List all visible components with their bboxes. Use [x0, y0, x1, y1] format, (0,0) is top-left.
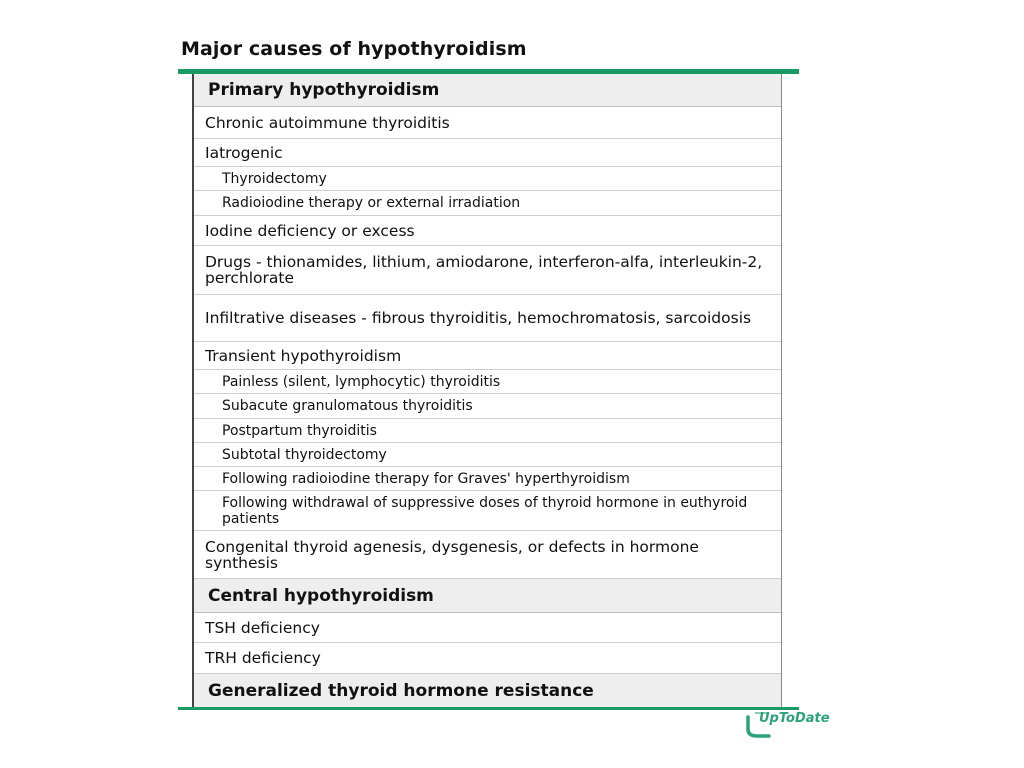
row-text: Postpartum thyroiditis — [222, 422, 377, 439]
table-row — [194, 216, 781, 246]
row-text: Iodine deficiency or excess — [205, 221, 415, 240]
table-row — [194, 107, 781, 139]
table-row-sub — [194, 419, 781, 443]
row-text: Congenital thyroid agenesis, dysgenesis, or defects in hormone synthesis — [205, 537, 699, 572]
table-row — [194, 295, 781, 342]
row-text: Following withdrawal of suppressive doses of thyroid hormone in euthyroid patients — [222, 494, 748, 527]
row-text: Thyroidectomy — [222, 170, 327, 187]
bottom-divider — [178, 707, 799, 710]
table-row-sub — [194, 394, 781, 419]
row-text: Transient hypothyroidism — [205, 346, 402, 365]
table-row-sub — [194, 491, 781, 531]
row-text: Infiltrative diseases - fibrous thyroiditis, hemochromatosis, sarcoidosis — [205, 309, 752, 327]
row-text: TRH deficiency — [205, 649, 321, 667]
section-header-resistance — [194, 674, 781, 707]
table-row — [194, 246, 781, 295]
row-text: Iatrogenic — [205, 143, 283, 162]
row-text: Radioiodine therapy or external irradiation — [222, 195, 521, 211]
table-row-sub — [194, 467, 781, 491]
row-text: Subacute granulomatous thyroiditis — [222, 398, 473, 414]
table-row-sub — [194, 167, 781, 191]
table-row — [194, 531, 781, 579]
causes-table — [192, 74, 782, 707]
page-title: Major causes of hypothyroidism — [181, 38, 527, 60]
table-row — [194, 613, 781, 643]
logo-text: UpToDate — [759, 711, 830, 726]
row-text: TSH deficiency — [205, 618, 320, 637]
row-text: Chronic autoimmune thyroiditis — [205, 113, 450, 132]
section-header-primary — [194, 74, 781, 107]
row-text: Painless (silent, lymphocytic) thyroiditis — [222, 373, 501, 390]
row-text: Drugs - thionamides, lithium, amiodarone, interferon-alfa, interleukin-2, perchlorate — [205, 253, 763, 287]
row-text: Following radioiodine therapy for Graves' hyperthyroidism — [222, 470, 630, 487]
table-row-sub — [194, 443, 781, 467]
table-row-sub — [194, 370, 781, 394]
table-row-sub — [194, 191, 781, 216]
section-header-label: Primary hypothyroidism — [208, 80, 440, 100]
row-text: Subtotal thyroidectomy — [222, 446, 387, 463]
uptodate-logo — [745, 709, 845, 739]
table-row — [194, 643, 781, 674]
section-header-central — [194, 579, 781, 613]
section-header-label: Central hypothyroidism — [208, 585, 434, 606]
table-row — [194, 139, 781, 167]
table-row — [194, 342, 781, 370]
section-header-label: Generalized thyroid hormone resistance — [208, 680, 594, 701]
